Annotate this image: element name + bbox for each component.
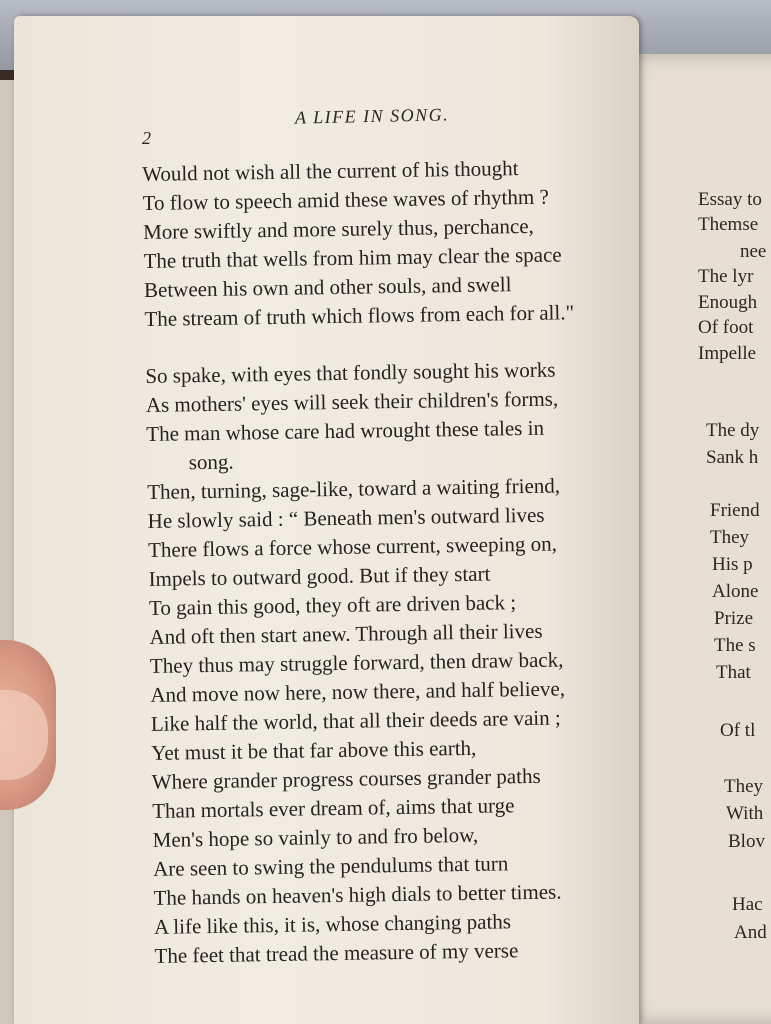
facing-line: That: [716, 662, 751, 683]
facing-line: Hac: [732, 894, 763, 915]
poem-line: Impels to outward good. But if they start: [148, 561, 491, 591]
poem-line: The feet that tread the measure of my verse: [154, 938, 519, 968]
poem-line: Are seen to swing the pendulums that turn: [152, 851, 509, 881]
page-number: 2: [142, 128, 151, 148]
facing-line: Enough: [698, 292, 758, 313]
facing-line: Essay to: [698, 189, 762, 210]
poem-line: And oft then start anew. Through all their lives: [149, 618, 543, 649]
poem-text: [142, 152, 675, 971]
poem-line: They thus may struggle forward, then draw back,: [149, 647, 564, 678]
poem-line: Yet must it be that far above this earth,: [151, 735, 477, 765]
facing-line: And: [734, 922, 767, 943]
facing-line: They: [710, 527, 750, 548]
poem-line: The hands on heaven's high dials to better times.: [153, 879, 562, 910]
running-head: A LIFE IN SONG.: [294, 104, 450, 128]
facing-line: They: [724, 776, 764, 797]
facing-line: With: [726, 803, 764, 824]
poem-line: Men's hope so vainly to and fro below,: [152, 822, 479, 852]
facing-line: Blov: [728, 831, 765, 852]
poem-line: So spake, with eyes that fondly sought his works: [145, 357, 556, 388]
poem-line: To flow to speech amid these waves of rhythm ?: [142, 184, 549, 215]
poem-line-continuation: song.: [188, 449, 234, 475]
poem-line: He slowly said : “ Beneath men's outward lives: [147, 502, 545, 533]
facing-line: Prize: [714, 608, 754, 629]
poem-line: Than mortals ever dream of, aims that urge: [152, 793, 515, 823]
facing-line: Sank h: [706, 447, 759, 468]
facing-line: Themse: [698, 214, 759, 235]
facing-line: The dy: [706, 420, 760, 441]
poem-line: More swiftly and more surely thus, perchance,: [142, 213, 534, 244]
poem-line: The truth that wells from him may clear the space: [143, 242, 562, 273]
poem-line: And move now here, now there, and half believe,: [150, 676, 566, 707]
poem-line: The man whose care had wrought these tales in: [146, 415, 545, 446]
facing-line: His p: [712, 554, 753, 575]
facing-line: Friend: [710, 500, 760, 521]
facing-line: Of foot: [698, 317, 754, 338]
poem-line: As mothers' eyes will seek their children's forms,: [145, 386, 559, 417]
poem-line: To gain this good, they oft are driven back ;: [148, 590, 517, 620]
poem-line: There flows a force whose current, sweeping on,: [147, 531, 558, 562]
poem-line: Between his own and other souls, and swell: [143, 272, 512, 302]
poem-line: Would not wish all the current of his thought: [142, 156, 519, 186]
poem-line: Where grander progress courses grander paths: [151, 763, 541, 794]
facing-line: Alone: [712, 581, 759, 602]
facing-line: nee: [740, 241, 767, 262]
poem-line: A life like this, it is, whose changing paths: [153, 909, 512, 939]
poem-line: The stream of truth which flows from each for all.": [144, 300, 575, 331]
poem-line: Like half the world, that all their deeds are vain ;: [150, 705, 561, 736]
facing-line: The lyr: [698, 266, 754, 287]
facing-line: Of tl: [720, 720, 756, 741]
poem-line: Then, turning, sage-like, toward a waiting friend,: [147, 473, 561, 504]
facing-line: The s: [714, 635, 756, 656]
facing-line: Impelle: [698, 343, 757, 364]
